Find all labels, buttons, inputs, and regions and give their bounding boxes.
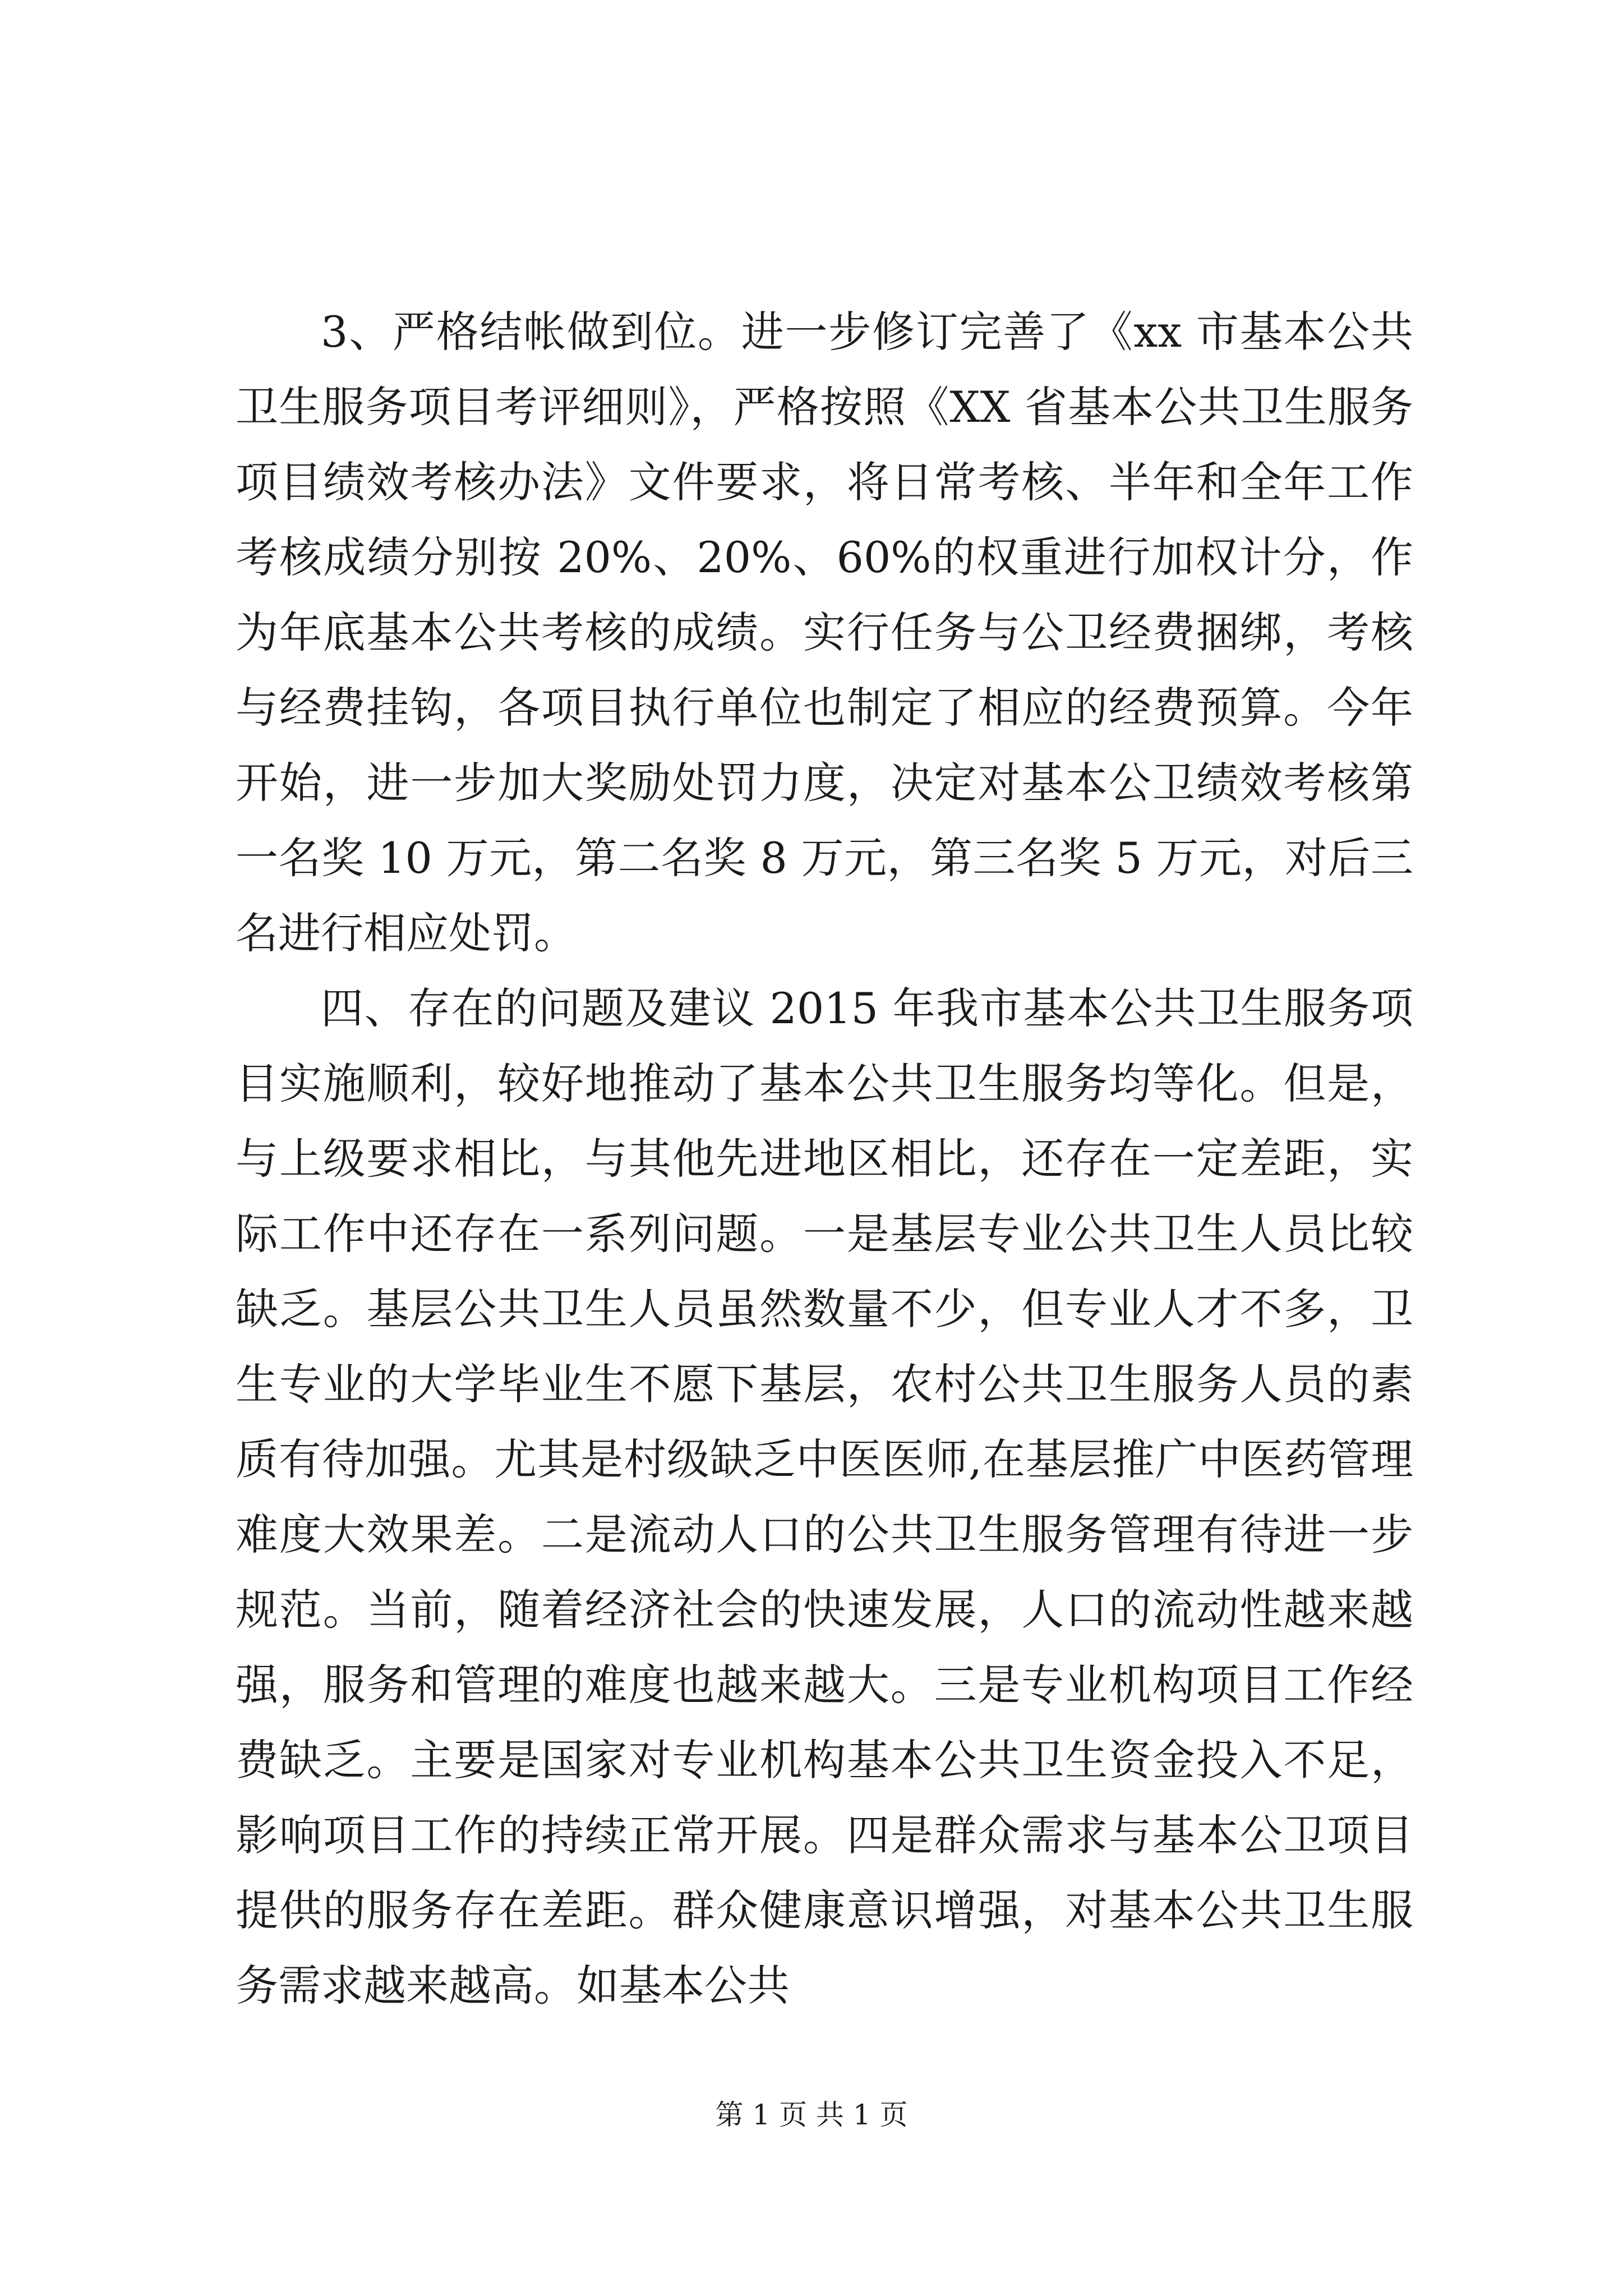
document-body: [236, 295, 1413, 2023]
page-footer: 第 1 页 共 1 页: [715, 2099, 908, 2131]
paragraph-settlement: 3、严格结帐做到位。进一步修订完善了《xx 市基本公共卫生服务项目考评细则》，严格按照《XX 省基本公共卫生服务项目绩效考核办法》文件要求，将日常考核、半年和全年工作考核成绩分别按 20%、20%、60%的权重进行加权计分，作为年底基本公共考核的成绩。实行任务与公卫经费捆绑，考核与经费挂钩，各项目执行单位也制定了相应的经费预算。今年开始，进一步加大奖励处罚力度，决定对基本公卫绩效考核第一名奖 10 万元，第二名奖 8 万元，第三名奖 5 万元，对后三名进行相应处罚。: [236, 307, 1413, 958]
paragraph-problems-suggestions: 四、存在的问题及建议 2015 年我市基本公共卫生服务项目实施顺利，较好地推动了基本公共卫生服务均等化。但是，与上级要求相比，与其他先进地区相比，还存在一定差距，实际工作中还存在一系列问题。一是基层专业公共卫生人员比较缺乏。基层公共卫生人员虽然数量不少，但专业人才不多，卫生专业的大学毕业生不愿下基层，农村公共卫生服务人员的素质有待加强。尤其是村级缺乏中医医师,在基层推广中医药管理难度大效果差。二是流动人口的公共卫生服务管理有待进一步规范。当前，随着经济社会的快速发展，人口的流动性越来越强，服务和管理的难度也越来越大。三是专业机构项目工作经费缺乏。主要是国家对专业机构基本公共卫生资金投入不足，影响项目工作的持续正常开展。四是群众需求与基本公卫项目提供的服务存在差距。群众健康意识增强，对基本公共卫生服务需求越来越高。如基本公共: [236, 983, 1413, 2010]
